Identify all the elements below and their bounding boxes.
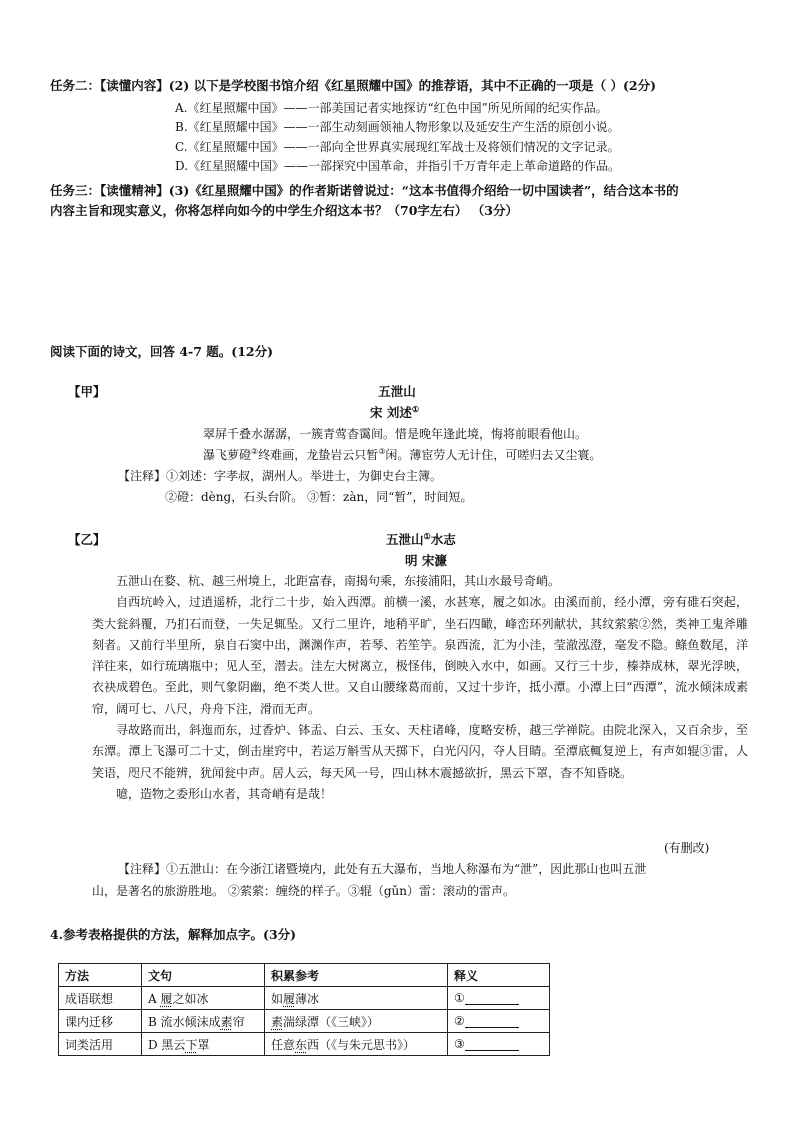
answer-blank[interactable] — [465, 992, 519, 1005]
task2-question: 任务二：【读懂内容】(2) 以下是学校图书馆介绍《红星照耀中国》的推荐语，其中不正确的一项是（ ）(2分) — [50, 78, 657, 93]
header-method: 方法 — [59, 964, 142, 987]
jia-poem-line2: 瀑飞萝磴②终难画，龙蛰岩云只暂③闲。薄宦劳人无计住，可嗟归去又尘寰。 — [203, 447, 602, 462]
yi-title: 五泄山①水志 — [386, 531, 456, 548]
q4-table — [58, 963, 550, 1056]
yi-paragraph-2: 自西坑岭入，过逍遥桥，北行二十步，始入西潭。前横一溪，水甚寒，履之如冰。由溪而前，经小潭，旁有碓石突起，类大瓮斜覆，乃扪石而登，一失足辄坠。又行二里许，地稍平旷，坐石四瞰，峰峦环列献状，其纹萦萦②然，类神工鬼斧雕刻者。又前行半里所，泉自石窦中出，渊渊作声，若琴、若笙竽。泉西流，汇为小洼，莹澈泓澄，毫发不隐。鲦鱼数尾，洋洋往来，如行琉璃瓶中；见人至，潜去。洼左大树离立，极怪伟，倒映入水中，如画。又行三十步，榛莽成林，翠光浮映，衣袂成碧色。至此，则气象阴幽，绝不类人世。又自山腰缘葛而前，又过十步许，抵小潭。小潭上曰“西潭”，流水倾沫成素帘，阔可七、八尺，舟舟下注，滑而无声。 — [92, 595, 748, 716]
table-row — [59, 1010, 550, 1033]
task3-question-line2: 内容主旨和现实意义，你将怎样向如今的中学生介绍这本书？（70字左右） （3分） — [50, 203, 518, 218]
yi-author: 明 宋濂 — [405, 553, 447, 568]
jia-tag: 【甲】 — [68, 384, 106, 399]
yi-paragraph-4: 噫，造物之委形山水者，其奇峭有是哉！ — [116, 786, 333, 801]
yi-paragraph-1: 五泄山在婺、杭、越三州境上，北距富春，南揭句乘，东接浦阳，其山水最号奇峭。 — [116, 574, 561, 588]
answer-blank[interactable] — [465, 1015, 519, 1028]
jia-note-line1: 【注释】①刘述：字孝叔，湖州人。举进士，为御史台主簿。 — [118, 469, 443, 483]
row-sentence: B 流水倾沫成素帘 — [142, 1010, 265, 1033]
yi-source: (有删改) — [664, 841, 710, 855]
row-reference: 任意东西（《与朱元思书》） — [265, 1033, 448, 1056]
table-row — [59, 1033, 550, 1056]
jia-title: 五泄山 — [378, 384, 416, 399]
row-reference: 素湍绿潭（《三峡》） — [265, 1010, 448, 1033]
reading-intro: 阅读下面的诗文，回答 4-7 题。(12分) — [50, 344, 274, 359]
yi-tag: 【乙】 — [68, 532, 106, 547]
yi-note-line2: 山，是著名的旅游胜地。 ②萦萦：缠绕的样子。③辊（gǔn）雷：滚动的雷声。 — [92, 884, 515, 898]
task2-option-a: A.《红星照耀中国》——一部美国记者实地探访“红色中国”所见所闻的纪实作品。 — [175, 101, 608, 115]
header-sentence: 文句 — [142, 964, 265, 987]
row-sentence: A 履之如冰 — [142, 987, 265, 1010]
task2-option-d: D.《红星照耀中国》——一部探究中国革命，并指引千万青年走上革命道路的作品。 — [175, 159, 621, 173]
task3-question-line1: 任务三：【读懂精神】(3)《红星照耀中国》的作者斯诺曾说过：“这本书值得介绍给一切中国读者”，结合这本书的 — [50, 183, 679, 198]
row-reference: 如履薄冰 — [265, 987, 448, 1010]
task2-option-c: C.《红星照耀中国》——一部向全世界真实展现红军战士及将领们情况的文字记录。 — [175, 140, 620, 154]
row-method: 词类活用 — [59, 1033, 142, 1056]
yi-note-line1: 【注释】①五泄山：在今浙江诸暨境内，此处有五大瀑布，当地人称瀑布为“泄”，因此那山也叫五泄 — [118, 862, 647, 876]
row-answer[interactable]: ① — [448, 987, 550, 1010]
row-method: 成语联想 — [59, 987, 142, 1010]
yi-text — [92, 571, 748, 805]
row-method: 课内迁移 — [59, 1010, 142, 1033]
jia-author: 宋 刘述① — [370, 404, 420, 421]
row-sentence: D 黑云下罩 — [142, 1033, 265, 1056]
q4-question: 4.参考表格提供的方法，解释加点字。(3分) — [50, 927, 297, 942]
header-reference: 积累参考 — [265, 964, 448, 987]
jia-note-line2: ②磴：dèng，石头台阶。 ③暂：zàn，同“暂”，时间短。 — [165, 490, 473, 504]
table-row — [59, 987, 550, 1010]
row-answer[interactable]: ② — [448, 1010, 550, 1033]
jia-poem-line1: 翠屏千叠水潺潺，一簇青莺杳霭间。惜是晚年逢此境，悔将前眼看他山。 — [203, 427, 588, 441]
header-meaning: 释义 — [448, 964, 550, 987]
row-answer[interactable]: ③ — [448, 1033, 550, 1056]
yi-paragraph-3: 寻故路而出，斜迤而东，过香炉、钵盂、白云、玉女、天柱诸峰，度略安桥，越三学禅院。由院北深入，又百余步，至东潭。潭上飞瀑可二十丈，倒击崖窍中，若运万斛雪从天掷下，白光闪闪，夺人目睛。至潭底輒复逆上，有声如辊③雷，人笑语，咫尺不能辨，犹闻瓮中声。居人云，每天风一号，四山林木震撼欲折，黑云下罩，杳不知昏晓。 — [92, 723, 748, 780]
answer-blank[interactable] — [465, 1038, 519, 1051]
task2-option-b: B.《红星照耀中国》——一部生动刻画领袖人物形象以及延安生产生活的原创小说。 — [175, 120, 620, 134]
table-header-row — [59, 964, 550, 987]
